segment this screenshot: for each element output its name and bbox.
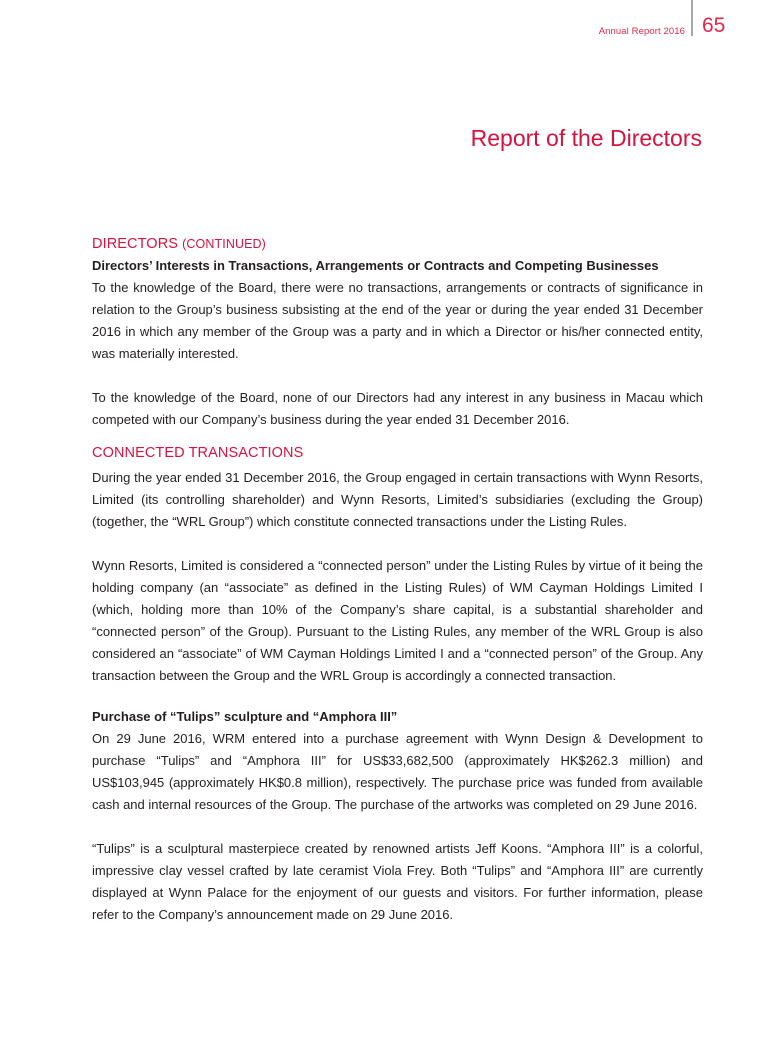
- paragraph: “Tulips” is a sculptural masterpiece created by renowned artists Jeff Koons. “Amphora III” is a colorful, impressive clay vessel crafted by late ceramist Viola Frey. Both “Tulips” and “Amphora III” are currently displayed at Wynn Palace for the enjoyment of our guests and visitors. For further information, please refer to the Company’s announcement made on 29 June 2016.: [92, 841, 703, 922]
- page-title: Report of the Directors: [470, 125, 702, 151]
- section-heading-directors: [92, 236, 703, 252]
- document-body: [92, 236, 703, 926]
- section-connected-transactions: [92, 445, 703, 926]
- header-divider: [691, 0, 693, 36]
- section-heading-connected-transactions: CONNECTED TRANSACTIONS: [92, 445, 304, 461]
- section-directors: [92, 236, 703, 431]
- paragraph: To the knowledge of the Board, there were no transactions, arrangements or contracts of significance in relation to the Group’s business subsisting at the end of the year or during the year ended 31 December 2016 in which any member of the Group was a party and in which a Director or his/her connected entity, was materially interested.: [92, 280, 703, 361]
- paragraph: During the year ended 31 December 2016, the Group engaged in certain transactions with Wynn Resorts, Limited (its controlling shareholder) and Wynn Resorts, Limited’s subsidiaries (excluding the Group) (together, the “WRL Group”) which constitute connected transactions under the Listing Rules.: [92, 470, 703, 529]
- paragraph: To the knowledge of the Board, none of our Directors had any interest in any business in Macau which competed with our Company’s business during the year ended 31 December 2016.: [92, 390, 703, 427]
- report-label: Annual Report 2016: [598, 26, 685, 37]
- section-heading-text: DIRECTORS: [92, 236, 179, 252]
- paragraph: On 29 June 2016, WRM entered into a purchase agreement with Wynn Design & Development to purchase “Tulips” and “Amphora III” for US$33,682,500 (approximately HK$262.3 million) and US$103,945 (approximately HK$0.8 million), respectively. The purchase price was funded from available cash and internal resources of the Group. The purchase of the artworks was completed on 29 June 2016.: [92, 731, 703, 812]
- section-heading-suffix: (CONTINUED): [182, 237, 266, 251]
- subsection-heading-purchase: Purchase of “Tulips” sculpture and “Amphora III”: [92, 709, 398, 724]
- page-header: [0, 0, 777, 44]
- page-number: 65: [702, 14, 726, 37]
- paragraph: Wynn Resorts, Limited is considered a “connected person” under the Listing Rules by virtue of it being the holding company (an “associate” as defined in the Listing Rules) of WM Cayman Holdings Limited I (which, holding more than 10% of the Company’s share capital, is a substantial shareholder and “connected person” of the Group). Pursuant to the Listing Rules, any member of the WRL Group is also considered an “associate” of WM Cayman Holdings Limited I and a “connected person” of the Group. Any transaction between the Group and the WRL Group is accordingly a connected transaction.: [92, 558, 703, 683]
- subsection-heading-directors-interests: Directors’ Interests in Transactions, Arrangements or Contracts and Competing Businesses: [92, 258, 659, 273]
